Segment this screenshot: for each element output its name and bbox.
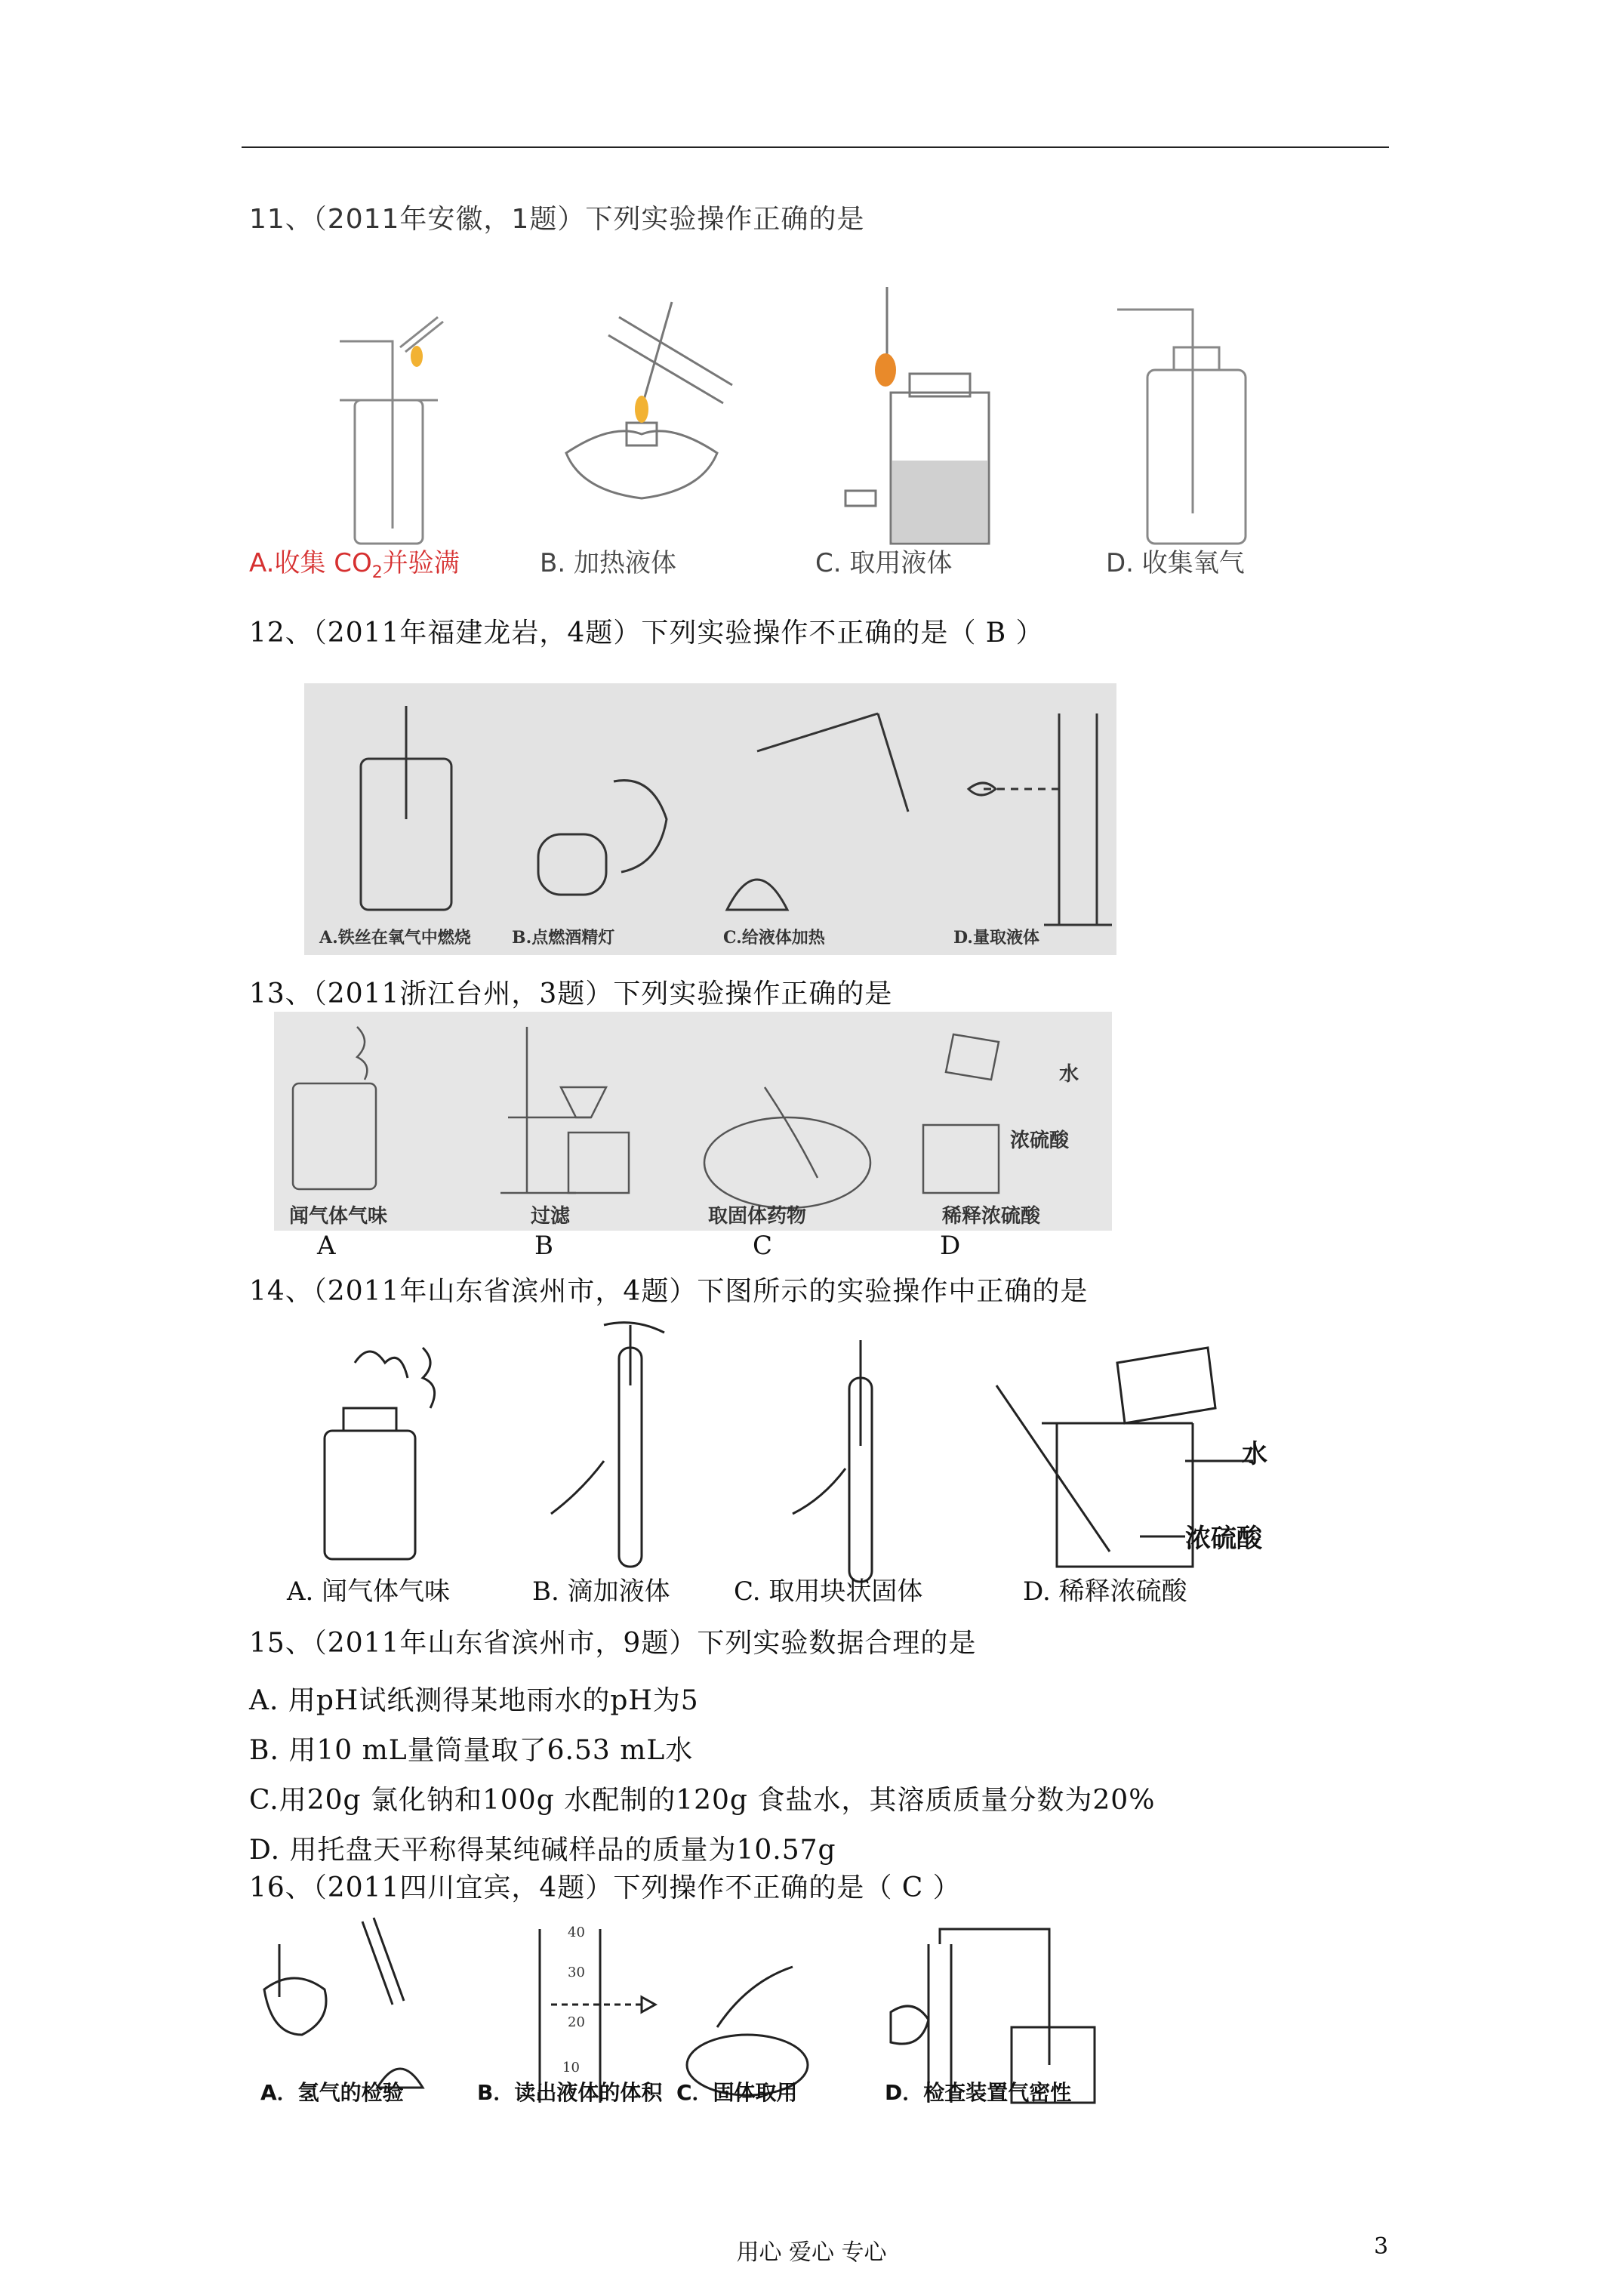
q11-c-dropper-bulb: [875, 353, 896, 387]
q11-c-liquid: [892, 461, 987, 542]
q13-letter-a: A: [317, 1231, 336, 1261]
q16-label-b: B．读出液体的体积: [477, 2080, 663, 2105]
q14-figure: [302, 1318, 1306, 1574]
q12-figure: [304, 683, 1116, 955]
q13-label-d: 稀释浓硫酸: [942, 1205, 1041, 1228]
q11-d-gas-bottle: [1117, 310, 1246, 544]
q14-label-water: 水: [1242, 1439, 1267, 1469]
q14-label-d: D. 稀释浓硫酸: [1023, 1576, 1187, 1607]
question-16-title: 16、（2011四川宜宾，4题）下列操作不正确的是（ C ）: [249, 1872, 961, 1903]
q12-label-a: A.铁丝在氧气中燃烧: [319, 928, 471, 948]
q16-tick-40: 40: [568, 1925, 585, 1940]
q11-a-gas-bottle: [340, 317, 443, 544]
q11-label-b: B. 加热液体: [540, 548, 676, 578]
q14-label-acid: 浓硫酸: [1185, 1524, 1262, 1554]
q11-label-a: A.收集 $CO_2$并验满: [249, 548, 460, 582]
q11-b-alcohol-lamp: [566, 302, 732, 498]
q13-label-acid: 浓硫酸: [1010, 1130, 1070, 1152]
q13-label-c: 取固体药物: [708, 1205, 807, 1228]
q13-label-water: 水: [1059, 1063, 1079, 1086]
question-13-title: 13、（2011浙江台州，3题）下列实验操作正确的是: [249, 978, 893, 1009]
question-15-title: 15、（2011年山东省滨州市，9题）下列实验数据合理的是: [249, 1628, 977, 1659]
q12-label-d: D.量取液体: [953, 928, 1039, 948]
q11-a-flame: [411, 346, 423, 367]
question-12-title: 12、（2011年福建龙岩，4题）下列实验操作不正确的是（ B ）: [249, 618, 1044, 649]
page-footer: 用心 爱心 专心: [736, 2239, 887, 2266]
q16-label-a: A．氢气的检验: [260, 2080, 404, 2105]
q11-label-d: D. 收集氧气: [1106, 548, 1245, 578]
q15-option-d: D. 用托盘天平称得某纯碱样品的质量为10.57g: [249, 1835, 836, 1866]
q14-label-c: C. 取用块状固体: [734, 1576, 923, 1607]
q16-tick-30: 30: [568, 1965, 585, 1980]
q15-option-c: C.用20g 氯化钠和100g 水配制的120g 食盐水，其溶质质量分数为20%: [249, 1785, 1156, 1816]
q13-letter-c: C: [753, 1231, 773, 1261]
question-14-title: 14、（2011年山东省滨州市，4题）下图所示的实验操作中正确的是: [249, 1276, 1089, 1307]
q14-label-a: A. 闻气体气味: [287, 1576, 451, 1607]
q16-label-d: D．检查装置气密性: [885, 2080, 1072, 2105]
q14-label-b: B. 滴加液体: [532, 1576, 670, 1607]
q13-label-b: 过滤: [531, 1205, 571, 1228]
q12-label-c: C.给液体加热: [723, 928, 825, 948]
page-number: 3: [1374, 2233, 1389, 2260]
q12-label-b: B.点燃酒精灯: [512, 928, 615, 948]
q11-figure: [249, 272, 1321, 551]
q13-letter-d: D: [940, 1231, 961, 1261]
q13-label-a: 闻气体气味: [289, 1205, 388, 1228]
q13-figure: [274, 1012, 1112, 1231]
q16-tick-10: 10: [562, 2060, 580, 2076]
q13-letter-b: B: [534, 1231, 553, 1261]
question-11-title: 11、（2011年安徽，1题）下列实验操作正确的是: [249, 204, 865, 235]
header-rule: [242, 146, 1389, 148]
q16-tick-20: 20: [568, 2014, 585, 2030]
q15-option-b: B. 用10 mL量筒量取了6.53 mL水: [249, 1735, 694, 1766]
q11-label-c: C. 取用液体: [815, 548, 953, 578]
q16-label-c: C．固体取用: [676, 2080, 798, 2105]
q15-option-a: A. 用pH试纸测得某地雨水的pH为5: [249, 1685, 699, 1716]
